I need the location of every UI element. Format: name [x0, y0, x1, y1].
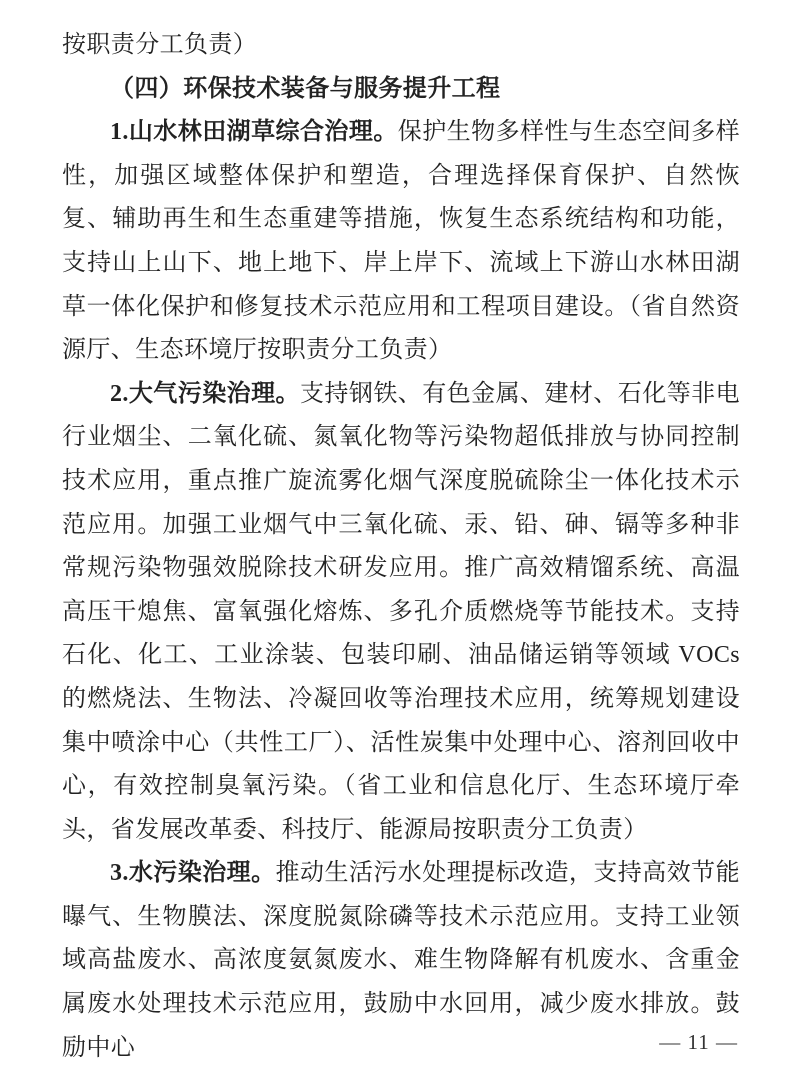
paragraph-1	[62, 111, 740, 373]
paragraph-3	[62, 852, 740, 1070]
page-number: — 11 —	[659, 1030, 738, 1054]
paragraph-1-text: 保护生物多样性与生态空间多样性，加强区域整体保护和塑造，合理选择保育保护、自然恢复、辅助再生和生态重建等措施，恢复生态系统结构和功能，支持山上山下、地上地下、岸上岸下、流域上下游山水林田湖草一体化保护和修复技术示范应用和工程项目建设。（省自然资源厅、生态环境厅按职责分工负责）	[62, 119, 740, 364]
section-heading: （四）环保技术装备与服务提升工程	[110, 75, 501, 102]
paragraph-1-lead: 1.山水林田湖草综合治理。	[110, 119, 398, 146]
paragraph-2-lead: 2.大气污染治理。	[110, 380, 300, 407]
paragraph-3-text: 推动生活污水处理提标改造，支持高效节能曝气、生物膜法、深度脱氮除磷等技术示范应用。支持工业领域高盐废水、高浓度氨氮废水、难生物降解有机废水、含重金属废水处理技术示范应用，鼓励中水回用，减少废水排放。鼓励中心	[62, 860, 741, 1061]
paragraph-continuation: 按职责分工负责）	[62, 32, 258, 58]
document-body	[62, 24, 740, 1070]
paragraph-2	[62, 373, 740, 853]
page-footer	[659, 1030, 738, 1055]
paragraph-2-text: 支持钢铁、有色金属、建材、石化等非电行业烟尘、二氧化硫、氮氧化物等污染物超低排放与协同控制技术应用，重点推广旋流雾化烟气深度脱硫除尘一体化技术示范应用。加强工业烟气中三氧化硫、汞、铅、砷、镉等多种非常规污染物强效脱除技术研发应用。推广高效精馏系统、高温高压干熄焦、富氧强化熔炼、多孔介质燃烧等节能技术。支持石化、化工、工业涂装、包装印刷、油品储运销等领域 VOCs 的燃烧法、生物法、冷凝回收等治理技术应用，统筹规划建设集中喷涂中心（共性工厂）、活性炭集中处理中心、溶剂回收中心，有效控制臭氧污染。（省工业和信息化厅、生态环境厅牵头，省发展改革委、科技厅、能源局按职责分工负责）	[62, 380, 740, 843]
paragraph-3-lead: 3.水污染治理。	[110, 860, 276, 887]
